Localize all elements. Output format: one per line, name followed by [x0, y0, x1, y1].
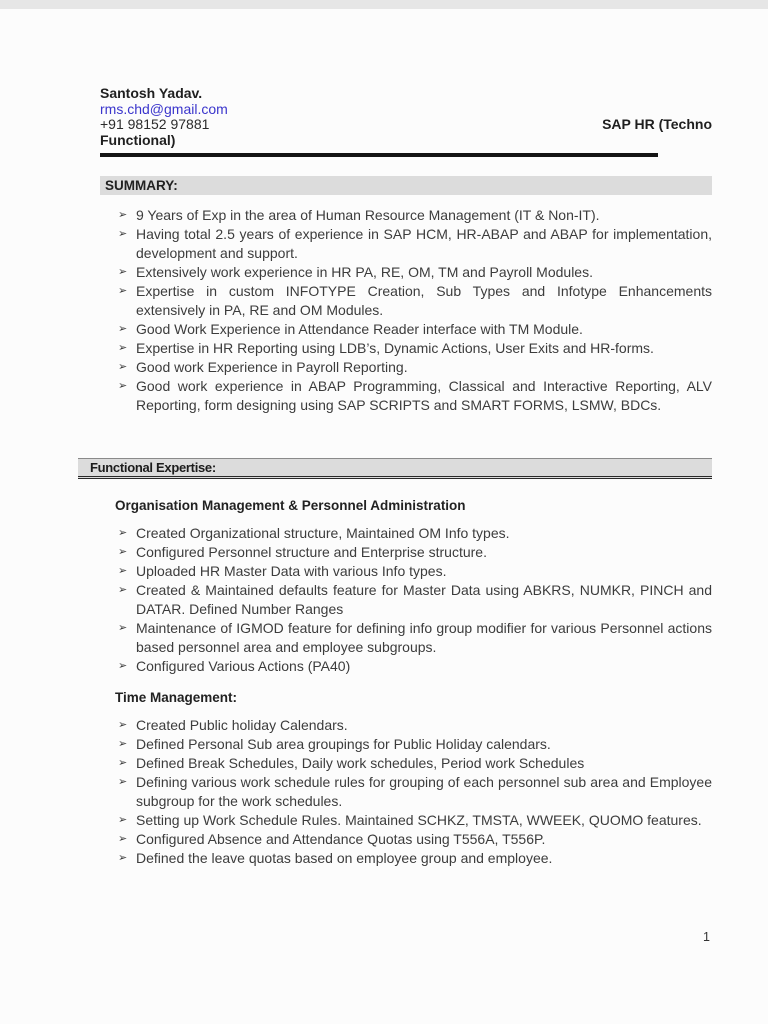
- email-link[interactable]: rms.chd@gmail.com: [100, 100, 228, 117]
- bullet-text: Good work experience in ABAP Programming, Classical and Interactive Reporting, ALV Reporting, form designing using SAP SCRIPTS and SMART FORMS, LSMW, BDCs.: [136, 378, 712, 413]
- bullet-arrow-icon: ➢: [118, 361, 128, 373]
- bullet-arrow-icon: ➢: [118, 584, 128, 596]
- bullet-arrow-icon: ➢: [118, 285, 128, 297]
- list-item: [118, 657, 712, 676]
- bullet-arrow-icon: ➢: [118, 852, 128, 864]
- list-item: [118, 524, 712, 543]
- page-number: 1: [703, 930, 710, 944]
- list-item: [118, 225, 712, 263]
- bullet-arrow-icon: ➢: [118, 776, 128, 788]
- bullet-arrow-icon: ➢: [118, 527, 128, 539]
- bullet-text: Expertise in custom INFOTYPE Creation, Sub Types and Infotype Enhancements extensively in PA, RE and OM Modules.: [136, 283, 712, 318]
- bullet-text: Defined the leave quotas based on employee group and employee.: [136, 850, 553, 866]
- list-item: [118, 849, 712, 868]
- bullet-arrow-icon: ➢: [118, 209, 128, 221]
- list-item: [118, 339, 712, 358]
- bullet-arrow-icon: ➢: [118, 719, 128, 731]
- bullet-arrow-icon: ➢: [118, 622, 128, 634]
- summary-heading-bar: SUMMARY:: [100, 176, 712, 195]
- bullet-text: 9 Years of Exp in the area of Human Resource Management (IT & Non-IT).: [136, 207, 600, 223]
- bullet-text: Created Public holiday Calendars.: [136, 717, 348, 733]
- list-item: [118, 811, 712, 830]
- list-item: [118, 581, 712, 619]
- list-item: [118, 282, 712, 320]
- bullet-text: Created Organizational structure, Maintained OM Info types.: [136, 525, 510, 541]
- bullet-text: Created & Maintained defaults feature for Master Data using ABKRS, NUMKR, PINCH and DATAR. Defined Number Ranges: [136, 582, 712, 617]
- list-item: [118, 358, 712, 377]
- bullet-arrow-icon: ➢: [118, 757, 128, 769]
- bullet-arrow-icon: ➢: [118, 342, 128, 354]
- list-item: [118, 619, 712, 657]
- section-heading-time-management: Time Management:: [115, 690, 238, 705]
- bullet-arrow-icon: ➢: [118, 814, 128, 826]
- bullet-text: Expertise in HR Reporting using LDB’s, Dynamic Actions, User Exits and HR-forms.: [136, 340, 654, 356]
- functional-expertise-heading-bar: Functional Expertise:: [78, 458, 712, 479]
- bullet-text: Maintenance of IGMOD feature for defining info group modifier for various Personnel actions based personnel area and employee subgroups.: [136, 620, 712, 655]
- bullet-text: Configured Various Actions (PA40): [136, 658, 351, 674]
- bullet-text: Extensively work experience in HR PA, RE, OM, TM and Payroll Modules.: [136, 264, 593, 280]
- resume-header: [100, 86, 712, 157]
- resume-content: [90, 85, 712, 868]
- list-item: [118, 735, 712, 754]
- om-pa-bullet-list: [118, 524, 712, 676]
- bullet-text: Having total 2.5 years of experience in SAP HCM, HR-ABAP and ABAP for implementation, development and support.: [136, 226, 712, 261]
- bullet-arrow-icon: ➢: [118, 228, 128, 240]
- list-item: [118, 562, 712, 581]
- list-item: [118, 773, 712, 811]
- candidate-name: Santosh Yadav.: [100, 85, 203, 101]
- list-item: [118, 377, 712, 415]
- phone-number: +91 98152 97881: [100, 116, 210, 132]
- page-top-edge: [0, 0, 768, 9]
- bullet-text: Setting up Work Schedule Rules. Maintained SCHKZ, TMSTA, WWEEK, QUOMO features.: [136, 812, 702, 828]
- summary-bullet-list: [118, 206, 712, 415]
- list-item: [118, 263, 712, 282]
- bullet-text: Good Work Experience in Attendance Reader interface with TM Module.: [136, 321, 583, 337]
- bullet-arrow-icon: ➢: [118, 565, 128, 577]
- bullet-arrow-icon: ➢: [118, 660, 128, 672]
- time-management-bullet-list: [118, 716, 712, 868]
- bullet-text: Uploaded HR Master Data with various Info types.: [136, 563, 447, 579]
- bullet-text: Configured Personnel structure and Enterprise structure.: [136, 544, 487, 560]
- bullet-text: Configured Absence and Attendance Quotas using T556A, T556P.: [136, 831, 546, 847]
- bullet-arrow-icon: ➢: [118, 323, 128, 335]
- bullet-text: Defined Break Schedules, Daily work schedules, Period work Schedules: [136, 755, 585, 771]
- bullet-arrow-icon: ➢: [118, 266, 128, 278]
- header-rule: [100, 153, 658, 157]
- bullet-arrow-icon: ➢: [118, 738, 128, 750]
- bullet-text: Defined Personal Sub area groupings for Public Holiday calendars.: [136, 736, 551, 752]
- list-item: [118, 830, 712, 849]
- job-title-line2: Functional): [100, 131, 176, 148]
- list-item: [118, 543, 712, 562]
- bullet-text: Good work Experience in Payroll Reporting.: [136, 359, 408, 375]
- bullet-arrow-icon: ➢: [118, 546, 128, 558]
- bullet-arrow-icon: ➢: [118, 380, 128, 392]
- job-title-line1: SAP HR (Techno: [602, 116, 712, 132]
- list-item: [118, 206, 712, 225]
- bullet-arrow-icon: ➢: [118, 833, 128, 845]
- section-heading-om-pa: Organisation Management & Personnel Administration: [115, 498, 466, 513]
- list-item: [118, 716, 712, 735]
- list-item: [118, 754, 712, 773]
- bullet-text: Defining various work schedule rules for grouping of each personnel sub area and Employee subgroup for the work schedules.: [136, 774, 712, 809]
- list-item: [118, 320, 712, 339]
